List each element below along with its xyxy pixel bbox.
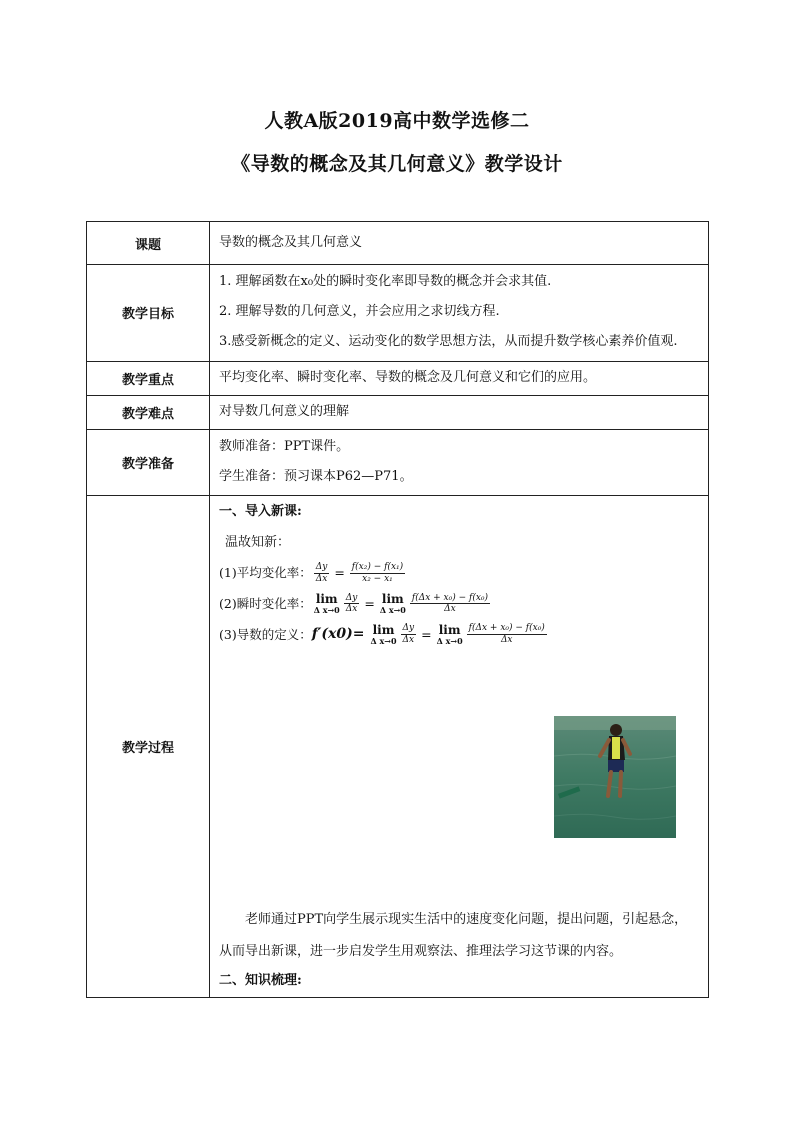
numerator: Δy xyxy=(402,623,415,634)
process-label: 教学过程 xyxy=(87,496,210,998)
preparation-item: 学生准备：预习课本P62—P71。 xyxy=(219,468,413,484)
intro-paragraph: 老师通过PPT向学生展示现实生活中的速度变化问题，提出问题，引起悬念，从而导出新课，进一步启发学生用观察法、推理法学习这节课的内容。 xyxy=(219,912,688,959)
topic-content: 导数的概念及其几何意义 xyxy=(210,222,709,265)
lim-word: lim xyxy=(381,591,404,606)
review-label: 温故知新： xyxy=(225,535,291,551)
fraction-dy-dx xyxy=(344,593,360,616)
objective-item: 2. 理解导数的几何意义，并会应用之求切线方程. xyxy=(219,303,500,319)
limit-operator xyxy=(380,593,406,615)
lim-subscript: Δ x→0 xyxy=(436,635,463,646)
difficulties-content: 对导数几何意义的理解 xyxy=(210,395,709,429)
numerator: Δy xyxy=(345,592,358,603)
lim-word: lim xyxy=(372,622,395,637)
equals-sign: = xyxy=(334,565,345,581)
jumping-boy-photo xyxy=(554,716,676,838)
lim-subscript: Δ x→0 xyxy=(370,635,397,646)
denominator: Δx xyxy=(315,573,328,584)
lim-word: lim xyxy=(315,591,338,606)
fraction-dy-dx xyxy=(314,562,330,585)
numerator: Δy xyxy=(315,562,328,573)
formula-label: (3)导数的定义： xyxy=(219,626,312,642)
key-points-label: 教学重点 xyxy=(87,361,210,395)
formula-instant-rate xyxy=(219,593,700,616)
equals-sign: = xyxy=(364,595,375,611)
process-content xyxy=(210,496,709,998)
preparation-item: 教师准备：PPT课件。 xyxy=(219,438,350,454)
document-title: 人教A版2019高中数学选修二 xyxy=(264,110,530,132)
lim-subscript: Δ x→0 xyxy=(313,605,340,616)
denominator: Δx xyxy=(345,604,358,615)
fraction-dy-dx xyxy=(401,623,417,646)
section-intro-heading: 一、导入新课: xyxy=(219,504,302,520)
key-points-content: 平均变化率、瞬时变化率、导数的概念及几何意义和它们的应用。 xyxy=(210,361,709,395)
numerator: f(Δx + x₀) − f(x₀) xyxy=(411,592,489,603)
objective-item: 1. 理解函数在x₀处的瞬时变化率即导数的概念并会求其值. xyxy=(219,274,552,289)
objectives-content xyxy=(210,265,709,362)
formula-label: (1)平均变化率： xyxy=(219,565,312,581)
formula-average-rate xyxy=(219,562,700,585)
preparation-label: 教学准备 xyxy=(87,429,210,496)
fraction-increment xyxy=(467,623,547,646)
fraction-increment xyxy=(410,593,490,616)
limit-operator xyxy=(314,593,340,615)
equals-sign: = xyxy=(421,626,432,642)
objectives-label: 教学目标 xyxy=(87,265,210,362)
difficulties-label: 教学难点 xyxy=(87,395,210,429)
fraction-difference-quotient xyxy=(350,562,405,585)
photo-illustration xyxy=(554,716,676,838)
denominator: Δx xyxy=(402,635,415,646)
section-knowledge-heading: 二、知识梳理: xyxy=(219,973,302,989)
denominator: Δx xyxy=(500,635,513,646)
formula-label: (2)瞬时变化率： xyxy=(219,595,312,611)
preparation-content xyxy=(210,429,709,496)
denominator: Δx xyxy=(444,604,456,615)
denominator: x₂ − x₁ xyxy=(362,573,393,584)
lesson-plan-table xyxy=(86,221,709,998)
objective-item: 3.感受新概念的定义、运动变化的数学思想方法，从而提升数学核心素养价值观. xyxy=(219,333,678,349)
limit-operator xyxy=(437,624,463,646)
numerator: f(x₂) − f(x₁) xyxy=(351,562,404,573)
document-subtitle: 《导数的概念及其几何意义》教学设计 xyxy=(231,153,563,175)
limit-operator xyxy=(371,624,397,646)
formula-derivative-definition xyxy=(219,623,700,646)
derivative-lhs: f′(x0)= xyxy=(311,626,365,643)
lim-subscript: Δ x→0 xyxy=(379,605,406,616)
topic-label: 课题 xyxy=(87,222,210,265)
lim-word: lim xyxy=(438,622,461,637)
numerator: f(Δx + x₀) − f(x₀) xyxy=(468,623,545,634)
